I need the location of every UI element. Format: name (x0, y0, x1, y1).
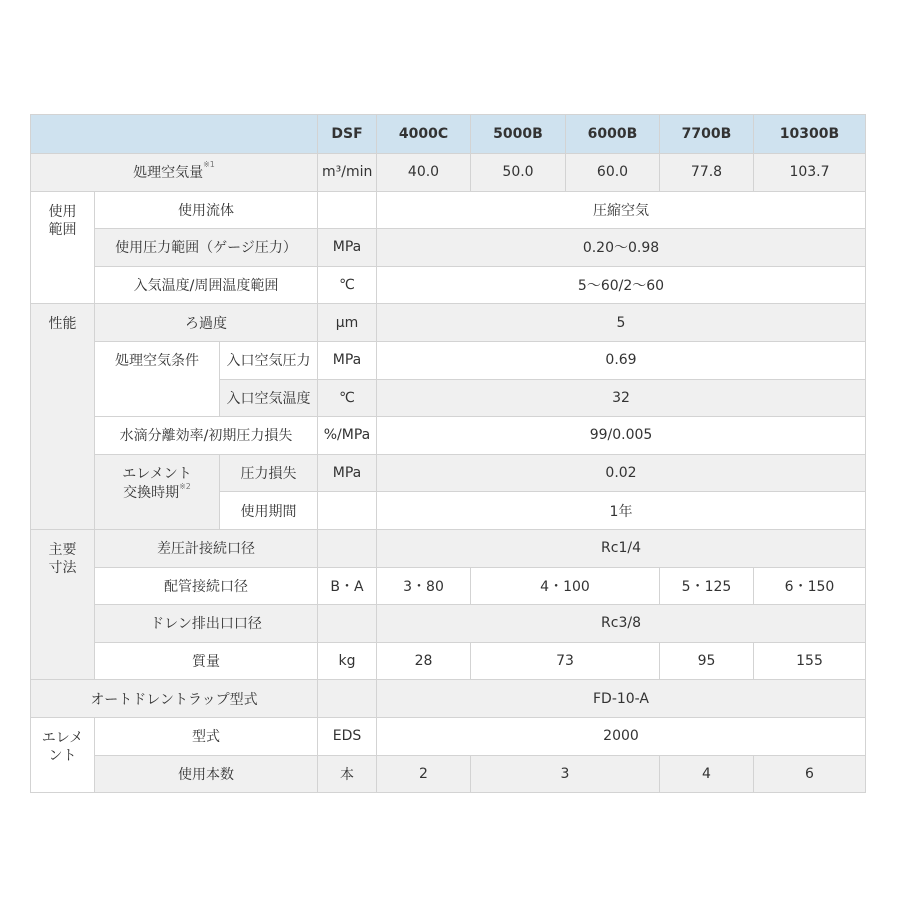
efficiency-unit: %/MPa (318, 417, 377, 455)
condition-label: 処理空気条件 (95, 341, 220, 416)
filtration-unit: μm (318, 304, 377, 342)
mass-unit: kg (318, 642, 377, 680)
flow-value: 60.0 (566, 154, 660, 192)
header-col-6000b: 6000B (566, 115, 660, 154)
fluid-label: 使用流体 (95, 191, 318, 229)
mass-label: 質量 (95, 642, 318, 680)
inlet-temp-label: 入口空気温度 (220, 379, 318, 417)
inlet-pressure-label: 入口空気圧力 (220, 341, 318, 379)
element-loss-label: 圧力損失 (220, 454, 318, 492)
drain-value: Rc3/8 (377, 605, 866, 643)
header-col-10300b: 10300B (754, 115, 866, 154)
element-count-label: 使用本数 (95, 755, 318, 793)
gauge-label: 差圧計接続口径 (95, 529, 318, 567)
row-inlet-pressure (31, 341, 866, 379)
inlet-temp-unit: ℃ (318, 379, 377, 417)
mass-value: 28 (377, 642, 471, 680)
element-interval-label: エレメント 交換時期$^{※2}$ (95, 454, 220, 529)
filtration-label: ろ過度 (95, 304, 318, 342)
row-flow (31, 154, 866, 192)
flow-value: 50.0 (471, 154, 566, 192)
mass-value: 73 (471, 642, 660, 680)
inlet-temp-value: 32 (377, 379, 866, 417)
temp-unit: ℃ (318, 266, 377, 304)
flow-value: 77.8 (660, 154, 754, 192)
trap-label: オートドレントラップ型式 (31, 680, 318, 718)
pipe-value: 6・150 (754, 567, 866, 605)
pipe-value: 5・125 (660, 567, 754, 605)
flow-label: 処理空気量$^{※1}$ (31, 154, 318, 192)
group-element: エレメント (31, 717, 95, 792)
inlet-pressure-value: 0.69 (377, 341, 866, 379)
row-element-type (31, 717, 866, 755)
element-period-unit (318, 492, 377, 530)
row-pipe (31, 567, 866, 605)
fluid-value: 圧縮空気 (377, 191, 866, 229)
header-row (31, 115, 866, 154)
element-loss-unit: MPa (318, 454, 377, 492)
flow-value: 103.7 (754, 154, 866, 192)
element-type-label: 型式 (95, 717, 318, 755)
row-filtration (31, 304, 866, 342)
pressure-unit: MPa (318, 229, 377, 267)
element-loss-value: 0.02 (377, 454, 866, 492)
temp-value: 5〜60/2〜60 (377, 266, 866, 304)
pipe-unit: B・A (318, 567, 377, 605)
row-mass (31, 642, 866, 680)
element-period-value: 1年 (377, 492, 866, 530)
element-period-label: 使用期間 (220, 492, 318, 530)
group-usage: 使用範囲 (31, 191, 95, 304)
header-col-5000b: 5000B (471, 115, 566, 154)
header-model: DSF (318, 115, 377, 154)
group-performance: 性能 (31, 304, 95, 530)
header-col-4000c: 4000C (377, 115, 471, 154)
efficiency-value: 99/0.005 (377, 417, 866, 455)
note-2: ※2 (179, 481, 191, 491)
filtration-value: 5 (377, 304, 866, 342)
element-count-value: 2 (377, 755, 471, 793)
pipe-label: 配管接続口径 (95, 567, 318, 605)
row-drain (31, 605, 866, 643)
pipe-value: 4・100 (471, 567, 660, 605)
element-type-unit: EDS (318, 717, 377, 755)
row-element-count (31, 755, 866, 793)
header-col-7700b: 7700B (660, 115, 754, 154)
drain-unit (318, 605, 377, 643)
element-count-value: 4 (660, 755, 754, 793)
element-count-value: 6 (754, 755, 866, 793)
row-efficiency (31, 417, 866, 455)
gauge-value: Rc1/4 (377, 529, 866, 567)
gauge-unit (318, 529, 377, 567)
efficiency-label: 水滴分離効率/初期圧力損失 (95, 417, 318, 455)
pipe-value: 3・80 (377, 567, 471, 605)
group-dimensions: 主要寸法 (31, 529, 95, 679)
row-fluid (31, 191, 866, 229)
header-blank (31, 115, 318, 154)
row-trap (31, 680, 866, 718)
row-pressure (31, 229, 866, 267)
element-count-unit: 本 (318, 755, 377, 793)
row-temp (31, 266, 866, 304)
element-count-value: 3 (471, 755, 660, 793)
fluid-unit (318, 191, 377, 229)
flow-value: 40.0 (377, 154, 471, 192)
pressure-label: 使用圧力範囲（ゲージ圧力） (95, 229, 318, 267)
flow-unit: m³/min (318, 154, 377, 192)
element-type-value: 2000 (377, 717, 866, 755)
mass-value: 155 (754, 642, 866, 680)
mass-value: 95 (660, 642, 754, 680)
drain-label: ドレン排出口口径 (95, 605, 318, 643)
pressure-value: 0.20〜0.98 (377, 229, 866, 267)
trap-unit (318, 680, 377, 718)
inlet-pressure-unit: MPa (318, 341, 377, 379)
row-gauge (31, 529, 866, 567)
row-element-loss (31, 454, 866, 492)
trap-value: FD-10-A (377, 680, 866, 718)
temp-label: 入気温度/周囲温度範囲 (95, 266, 318, 304)
note-1: ※1 (203, 160, 215, 170)
spec-table (30, 114, 866, 793)
